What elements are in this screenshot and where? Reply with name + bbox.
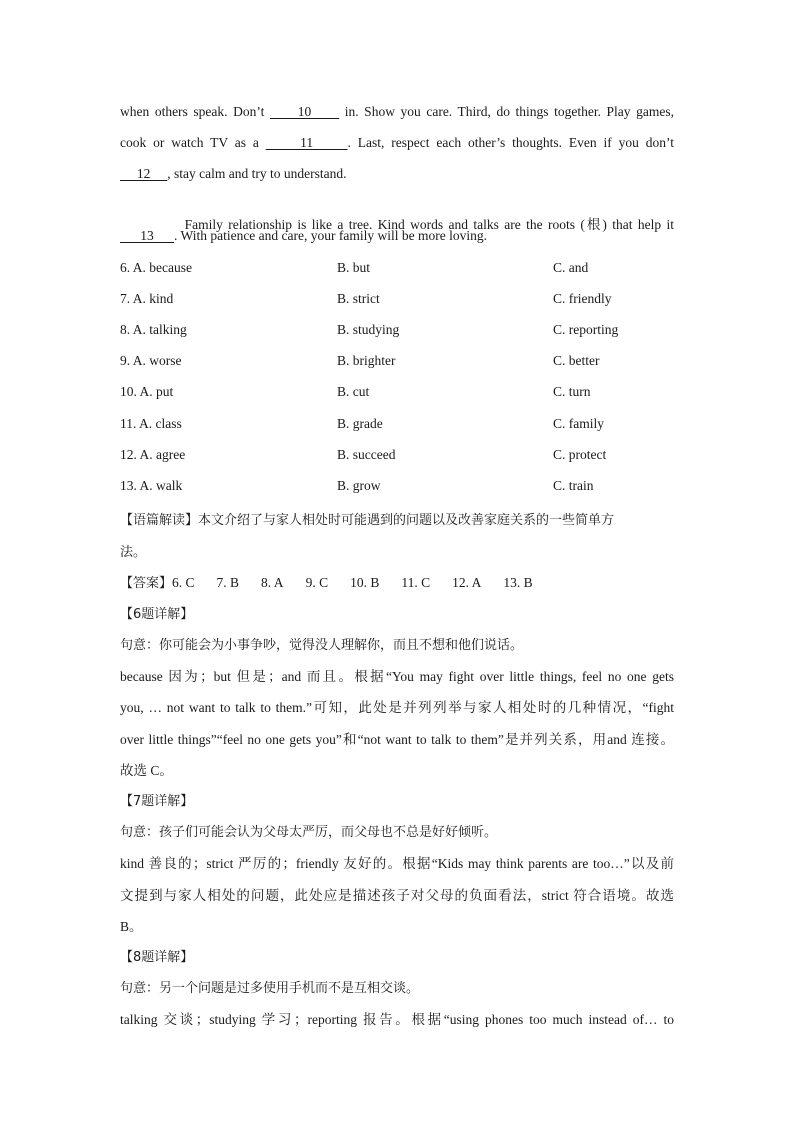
- option-8b: B. studying: [337, 322, 400, 337]
- passage-text: . With patience and care, your family will be more loving.: [174, 228, 487, 243]
- option-11b: B. grade: [337, 416, 383, 431]
- option-8c: C. reporting: [553, 322, 619, 337]
- option-6a: 6. A. because: [120, 260, 192, 275]
- passage-line-1: [120, 104, 674, 120]
- option-11c: C. family: [553, 416, 604, 431]
- option-9c: C. better: [553, 353, 600, 368]
- option-6c: C. and: [553, 260, 589, 275]
- q7-line-3: 文提到与家人相处的问题，此处应是描述孩子对父母的负面看法，strict 符合语境。故选: [120, 888, 674, 903]
- reading-summary-cont: 法。: [120, 545, 147, 560]
- answer-item: 9. C: [305, 575, 329, 590]
- passage-text: when others speak. Don’t: [120, 104, 270, 119]
- q6-line-1: 句意：你可能会为小事争吵，觉得没人理解你，而且不想和他们说话。: [120, 638, 524, 653]
- q6-line-3: you, … not want to talk to them.”可知，此处是并列列举与家人相处时的几种情况，“fight: [120, 700, 674, 715]
- option-10b: B. cut: [337, 384, 370, 399]
- answer-item: 7. B: [216, 575, 240, 590]
- q8-header: 【8题详解】: [120, 950, 194, 965]
- reading-summary: [120, 509, 614, 528]
- passage-text: cook or watch TV as a: [120, 135, 266, 150]
- option-12b: B. succeed: [337, 447, 396, 462]
- option-11a: 11. A. class: [120, 416, 182, 431]
- passage-text: in. Show you care. Third, do things together. Play games,: [339, 104, 674, 119]
- passage-line-2: [120, 135, 674, 151]
- option-13c: C. train: [553, 478, 594, 493]
- q7-line-2: kind 善良的；strict 严厉的；friendly 友好的。根据“Kids may think parents are too…”以及前: [120, 856, 674, 871]
- option-7b: B. strict: [337, 291, 380, 306]
- q7-header: 【7题详解】: [120, 794, 194, 809]
- q8-line-1: 句意：另一个问题是过多使用手机而不是互相交谈。: [120, 981, 420, 996]
- passage-text: . Last, respect each other’s thoughts. Even if you don’t: [347, 135, 675, 150]
- option-13a: 13. A. walk: [120, 478, 183, 493]
- option-9b: B. brighter: [337, 353, 396, 368]
- reading-label: 【语篇解读】: [120, 513, 199, 528]
- blank-13: 13: [120, 228, 174, 243]
- option-7a: 7. A. kind: [120, 291, 174, 306]
- option-10a: 10. A. put: [120, 384, 174, 399]
- answer-label: 【答案】: [120, 576, 173, 591]
- passage-line-3: [120, 166, 346, 182]
- answer-item: 11. C: [401, 575, 431, 590]
- option-12a: 12. A. agree: [120, 447, 186, 462]
- answer-item: 10. B: [350, 575, 380, 590]
- q6-line-5: 故选 C。: [120, 763, 173, 778]
- reading-text: 本文介绍了与家人相处时可能遇到的问题以及改善家庭关系的一些简单方: [198, 513, 615, 528]
- passage-line-5: [120, 228, 487, 244]
- option-6b: B. but: [337, 260, 371, 275]
- q6-header: 【6题详解】: [120, 607, 194, 622]
- option-8a: 8. A. talking: [120, 322, 187, 337]
- passage-text: , stay calm and try to understand.: [167, 166, 347, 181]
- answer-row: [120, 572, 555, 591]
- option-13b: B. grow: [337, 478, 381, 493]
- passage-text: Family relationship is like a tree. Kind words and talks are the roots (根) that help it: [141, 217, 674, 232]
- option-9a: 9. A. worse: [120, 353, 182, 368]
- q6-line-2: because 因为；but 但是；and 而且。根据“You may fight over little things, feel no one gets: [120, 669, 674, 684]
- option-10c: C. turn: [553, 384, 591, 399]
- q8-line-2: talking 交谈；studying 学习；reporting 报告。根据“using phones too much instead of… to: [120, 1012, 674, 1027]
- answer-item: 8. A: [261, 575, 284, 590]
- blank-10: 10: [269, 104, 340, 119]
- blank-11: 11: [265, 135, 348, 150]
- answer-item: 6. C: [172, 575, 195, 590]
- blank-12: 12: [120, 166, 168, 181]
- q7-line-1: 句意：孩子们可能会认为父母太严厉，而父母也不总是好好倾听。: [120, 825, 498, 840]
- answer-item: 12. A: [452, 575, 482, 590]
- q7-line-4: B。: [120, 919, 143, 934]
- answer-item: 13. B: [503, 575, 533, 590]
- option-12c: C. protect: [553, 447, 607, 462]
- q6-line-4: over little things”“feel no one gets you”和“not want to talk to them”是并列关系，用and 连接。: [120, 732, 674, 747]
- option-7c: C. friendly: [553, 291, 612, 306]
